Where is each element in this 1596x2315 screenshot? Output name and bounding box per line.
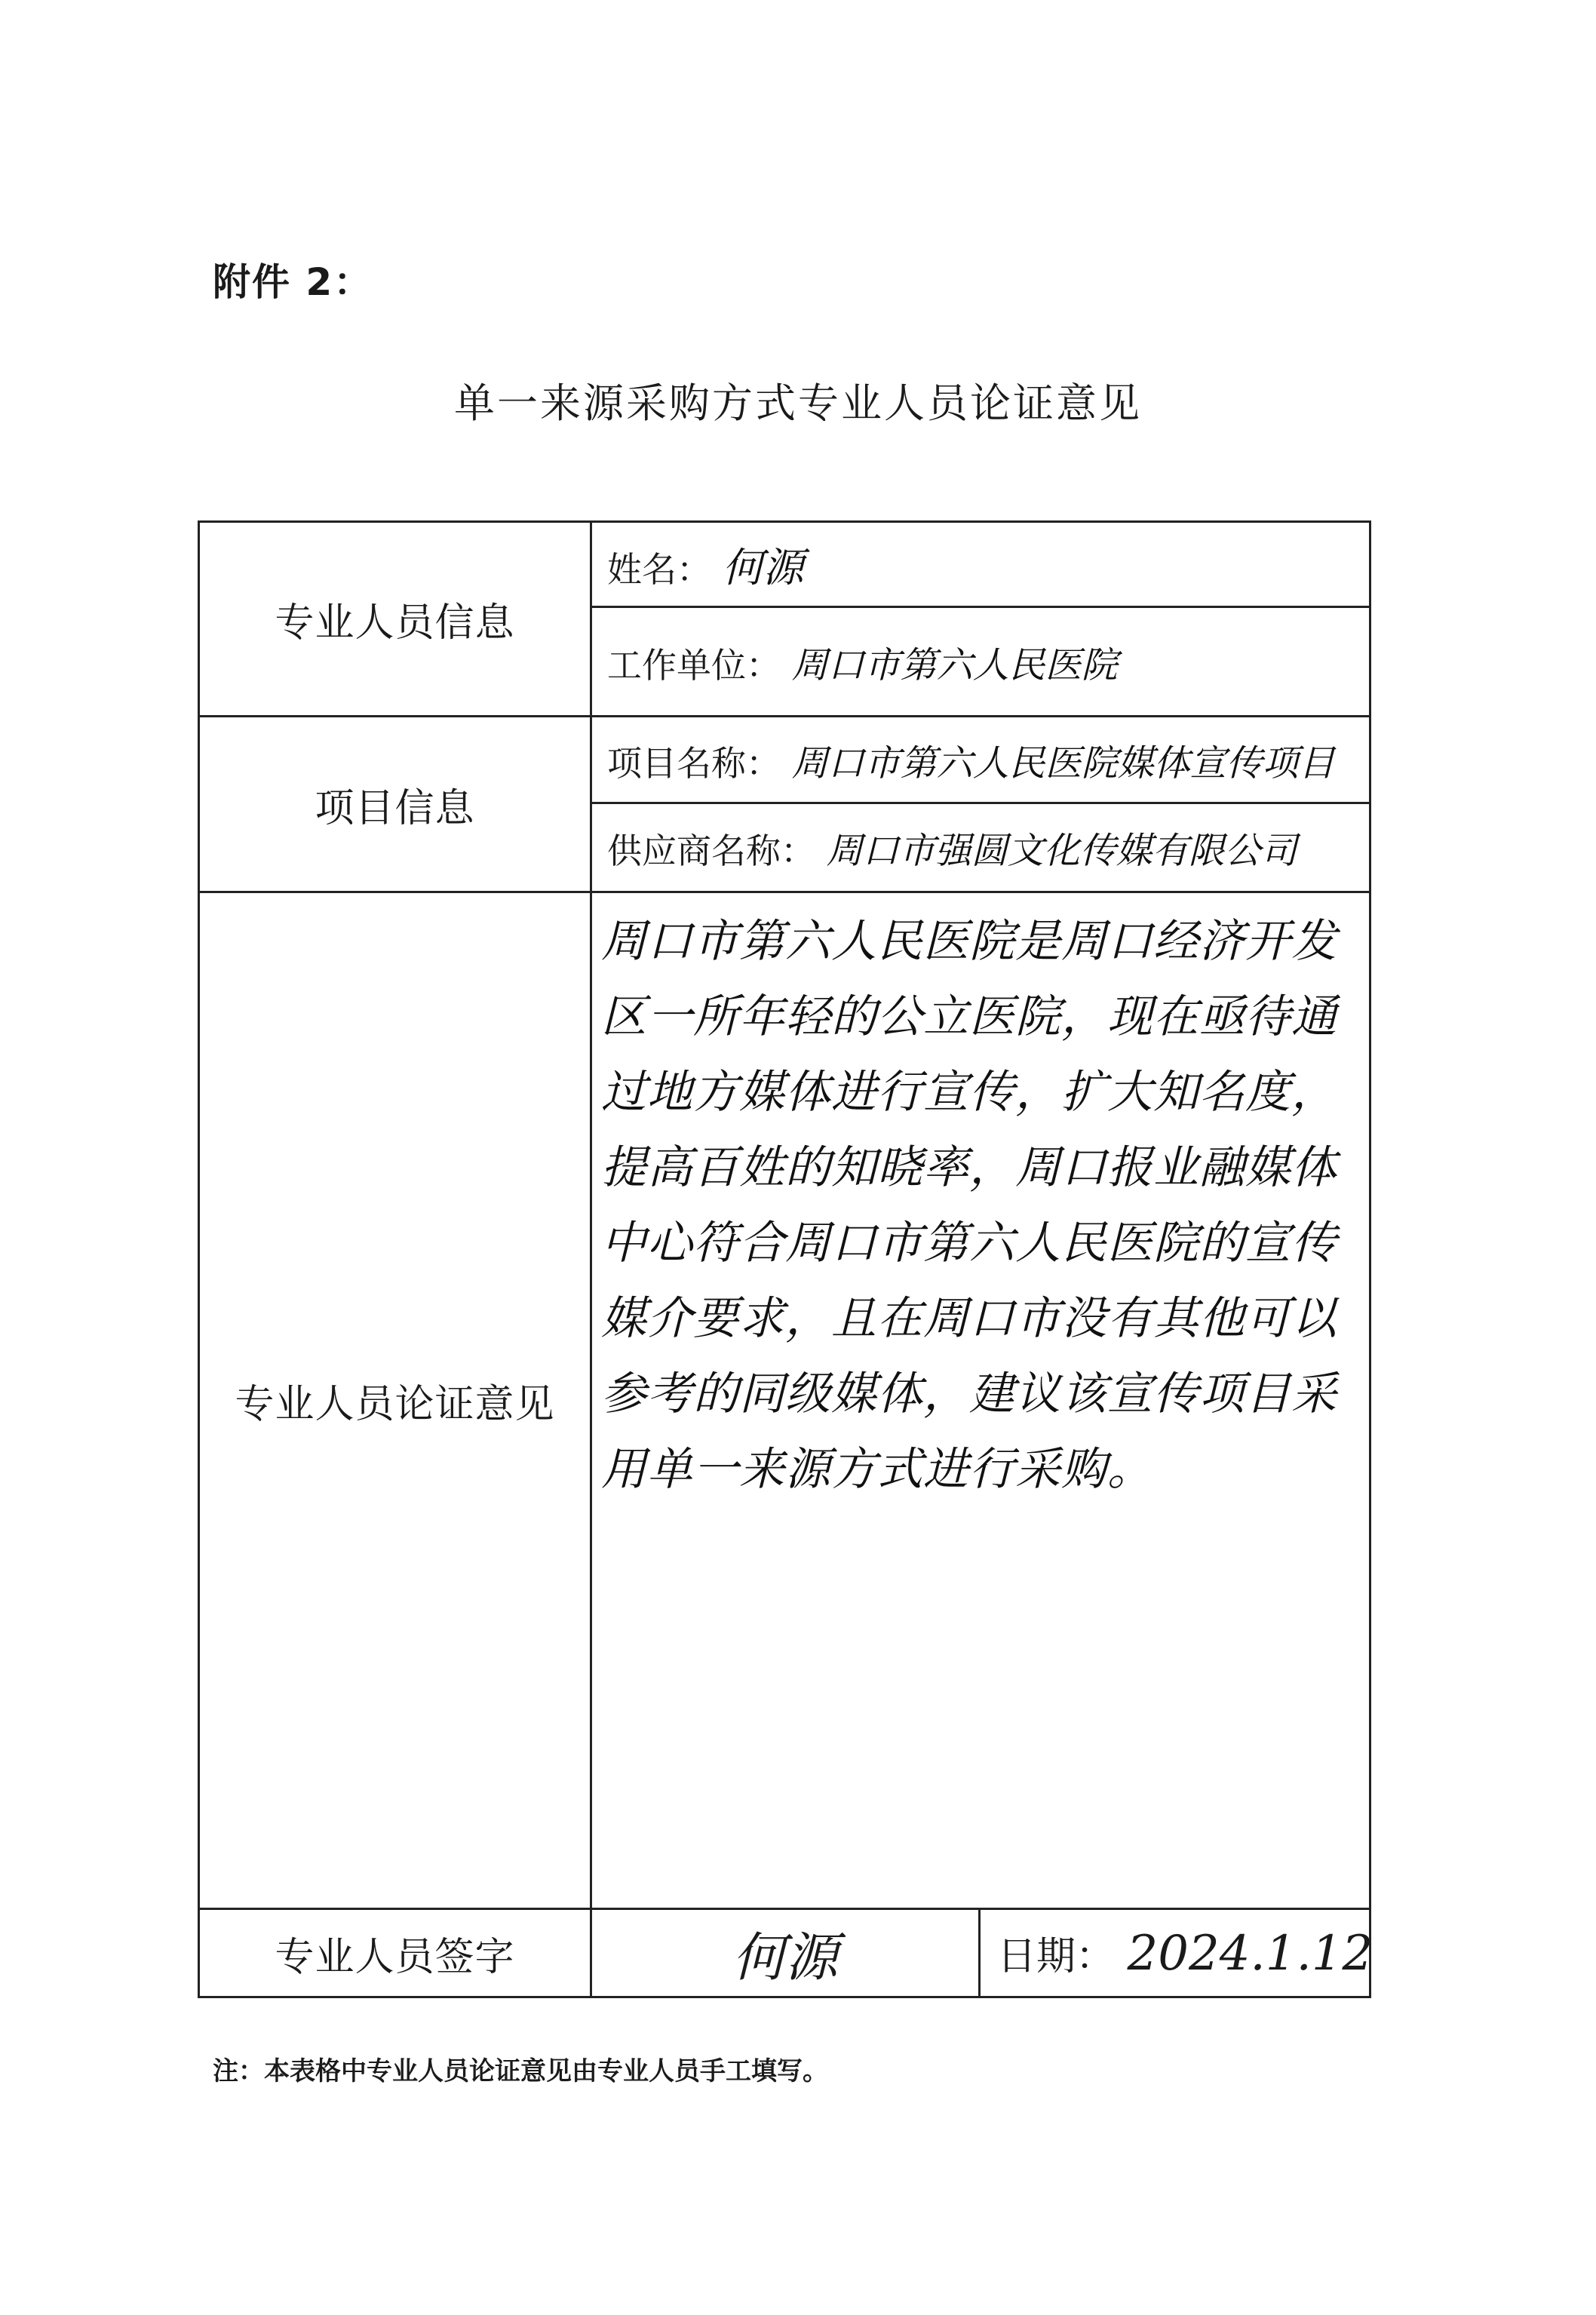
project-name-value: 周口市第六人民医院媒体宣传项目	[791, 741, 1335, 784]
project-name-label: 项目名称：	[607, 742, 781, 784]
date-cell	[980, 1909, 1373, 1997]
project-name-field	[591, 717, 1370, 803]
work-unit-value: 周口市第六人民医院	[791, 643, 1118, 686]
opinion-label: 专业人员论证意见	[199, 892, 591, 1909]
date-label: 日期：	[997, 1934, 1116, 1979]
signature-label: 专业人员签字	[199, 1909, 591, 1997]
work-unit-field	[591, 607, 1370, 717]
footnote: 注：本表格中专业人员论证意见由专业人员手工填写。	[213, 2056, 828, 2086]
opinion-cell	[591, 892, 1370, 1909]
expert-info-label: 专业人员信息	[199, 522, 591, 717]
supplier-value: 周口市强圆文化传媒有限公司	[826, 830, 1297, 872]
attachment-label: 附件 2：	[213, 260, 373, 304]
work-unit-label: 工作单位：	[607, 644, 781, 686]
signature-cell	[591, 1909, 980, 1997]
name-field	[591, 522, 1370, 607]
supplier-field	[591, 803, 1370, 892]
date-value: 2024.1.12	[1127, 1926, 1373, 1982]
supplier-label: 供应商名称：	[607, 831, 815, 871]
signature-value: 何源	[732, 1926, 838, 1988]
argumentation-form-table	[198, 520, 1371, 1998]
name-value: 何源	[722, 543, 804, 591]
name-label: 姓名：	[607, 548, 711, 590]
document-title: 单一来源采购方式专业人员论证意见	[454, 379, 1142, 427]
project-info-label: 项目信息	[199, 717, 591, 892]
opinion-text: 周口市第六人民医院是周口经济开发区一所年轻的公立医院，现在亟待通过地方媒体进行宣传，扩大知名度，提高百姓的知晓率，周口报业融媒体中心符合周口市第六人民医院的宣传媒介要求，且在周口市没有其他可以参考的同级媒体，建议该宣传项目采用单一来源方式进行采购。	[601, 915, 1337, 1496]
